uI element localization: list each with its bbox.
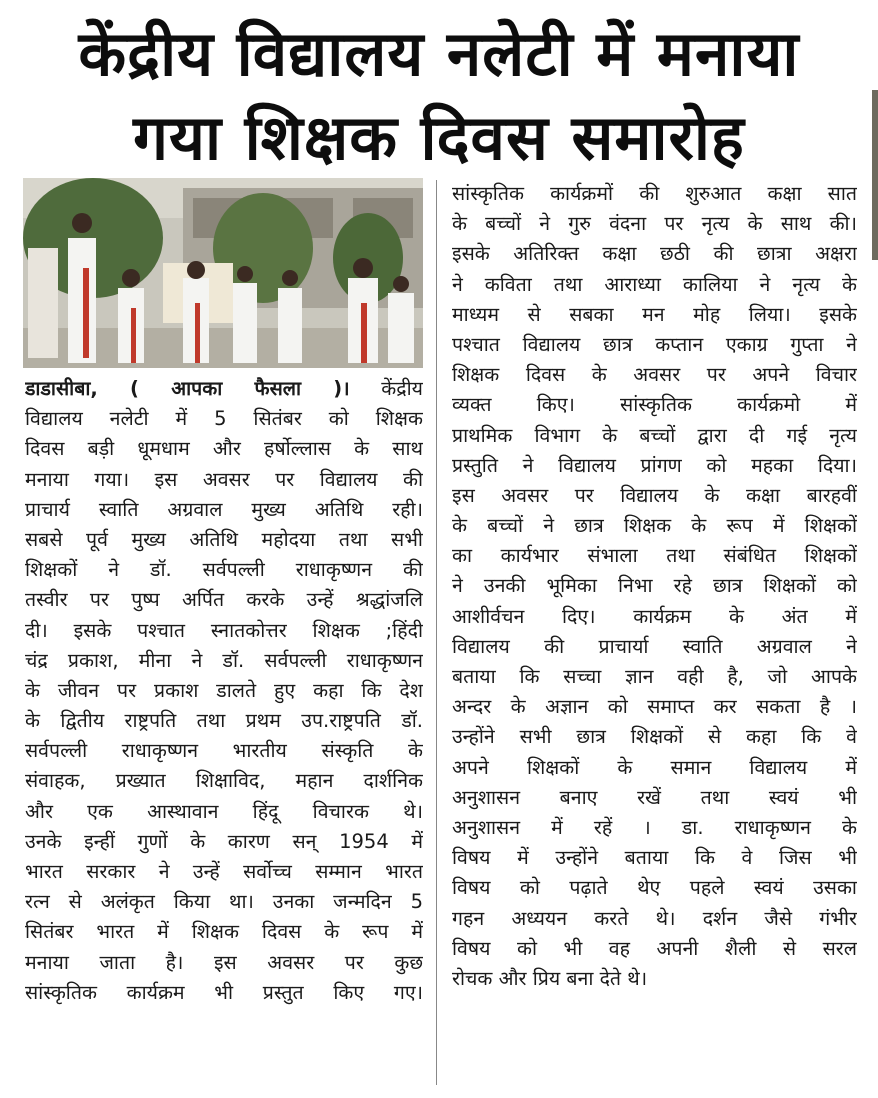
article-line: मनाया गया। इस अवसर पर विद्यालय की	[25, 467, 423, 491]
article-line: सबसे पूर्व मुख्य अतिथि महोदया तथा सभी	[25, 527, 423, 551]
article-line: अनुशासन में रहें । डा. राधाकृष्णन के	[452, 815, 857, 839]
article-line: पश्चात विद्यालय छात्र कप्तान एकाग्र गुप्ता ने	[452, 332, 857, 356]
article-line: और एक आस्थावान हिंदू विचारक थे।	[25, 799, 423, 823]
article-line: अन्दर के अज्ञान को समाप्त कर सकता है ।	[452, 695, 857, 719]
article-line: भारत सरकार ने उन्हें सर्वोच्च सम्मान भारत	[25, 860, 423, 883]
adjacent-clipping-edge	[872, 90, 878, 260]
article-line: विद्यालय नलेटी में 5 सितंबर को शिक्षक	[25, 407, 423, 431]
article-column-left	[25, 374, 423, 1008]
article-line: प्राचार्य स्वाति अग्रवाल मुख्य अतिथि रही।	[25, 497, 423, 521]
article-line: सर्वपल्ली राधाकृष्णन भारतीय संस्कृति के	[25, 739, 423, 763]
article-column-right	[452, 179, 857, 994]
article-line: बताया कि सच्चा ज्ञान वही है, जो आपके	[452, 665, 857, 688]
article-line: विषय को पढ़ाते थेए पहले स्वयं उसका	[452, 876, 857, 900]
headline-line-1: केंद्रीय विद्यालय नलेटी में मनाया	[78, 17, 800, 90]
article-line: विषय में उन्होंने बताया कि वे जिस भी	[452, 846, 857, 870]
article-line: इस अवसर पर विद्यालय के कक्षा बारहवीं	[452, 483, 857, 507]
article-line: शिक्षकों ने डॉ. सर्वपल्ली राधाकृष्णन की	[25, 558, 423, 582]
article-line: उन्होंने सभी छात्र शिक्षकों से कहा कि वे	[452, 725, 857, 749]
article-line: रत्न से अलंकृत किया था। उनका जन्मदिन 5	[25, 890, 423, 914]
article-line: गहन अध्ययन करते थे। दर्शन जैसे गंभीर	[452, 906, 857, 930]
article-line: के बच्चों ने गुरु वंदना पर नृत्य के साथ की।	[452, 212, 857, 236]
article-line: अपने शिक्षकों के समान विद्यालय में	[452, 755, 857, 779]
article-line: अनुशासन बनाए रखें तथा स्वयं भी	[452, 785, 857, 809]
article-line: संवाहक, प्रख्यात शिक्षाविद, महान दार्शनिक	[25, 769, 423, 793]
article-line: का कार्यभार संभाला तथा संबंधित शिक्षकों	[452, 544, 857, 568]
article-line: आशीर्वचन दिए। कार्यक्रम के अंत में	[452, 604, 857, 628]
article-line: के द्वितीय राष्ट्रपति तथा प्रथम उप.राष्ट्रपति डॉ.	[25, 709, 423, 733]
article-line: तस्वीर पर पुष्प अर्पित करके उन्हें श्रद्धांजलि	[25, 588, 423, 612]
article-line: डाडासीबा, ( आपका फैसला )। केंद्रीय	[25, 377, 423, 400]
dateline: डाडासीबा, ( आपका फैसला )।	[25, 377, 350, 400]
article-line: विद्यालय की प्राचार्या स्वाति अग्रवाल ने	[452, 634, 857, 658]
article-line: मनाया जाता है। इस अवसर पर कुछ	[25, 950, 423, 974]
photo-students-dance-icon	[23, 178, 423, 368]
article-line: विषय को भी वह अपनी शैली से सरल	[452, 936, 857, 960]
news-photo	[23, 178, 423, 368]
article-line: प्रस्तुति ने विद्यालय प्रांगण को महका दिया।	[452, 453, 857, 477]
article-line: उनके इन्हीं गुणों के कारण सन् 1954 में	[25, 829, 423, 853]
article-line: चंद्र प्रकाश, मीना ने डॉ. सर्वपल्ली राधाकृष्णन	[25, 648, 423, 672]
article-line: माध्यम से सबका मन मोह लिया। इसके	[452, 302, 857, 326]
article-line: व्यक्त किए। सांस्कृतिक कार्यक्रमो में	[452, 393, 857, 417]
article-line: रोचक और प्रिय बना देते थे।	[452, 966, 648, 990]
article-line: ने उनकी भूमिका निभा रहे छात्र शिक्षकों को	[452, 574, 857, 598]
article-line: सितंबर भारत में शिक्षक दिवस के रूप में	[25, 920, 423, 944]
article-line: दी। इसके पश्चात स्नातकोत्तर शिक्षक ;हिंदी	[25, 618, 423, 642]
article-line: ने कविता तथा आराध्या कालिया ने नृत्य के	[452, 272, 857, 296]
article-line: प्राथमिक विभाग के बच्चों द्वारा दी गई नृत्य	[452, 423, 857, 447]
column-divider	[436, 180, 437, 1085]
article-line: दिवस बड़ी धूमधाम और हर्षोल्लास के साथ	[25, 437, 423, 461]
article-line: इसके अतिरिक्त कक्षा छठी की छात्रा अक्षरा	[452, 242, 857, 266]
article-line: के बच्चों ने छात्र शिक्षक के रूप में शिक्षकों	[452, 514, 857, 538]
headline-line-2: गया शिक्षक दिवस समारोह	[133, 101, 745, 174]
article-line: के जीवन पर प्रकाश डालते हुए कहा कि देश	[25, 678, 423, 702]
article-line: सांस्कृतिक कार्यक्रम भी प्रस्तुत किए गए।	[25, 980, 423, 1004]
article-line: शिक्षक दिवस के अवसर पर अपने विचार	[452, 363, 857, 387]
article-line: सांस्कृतिक कार्यक्रमों की शुरुआत कक्षा सात	[452, 182, 857, 205]
